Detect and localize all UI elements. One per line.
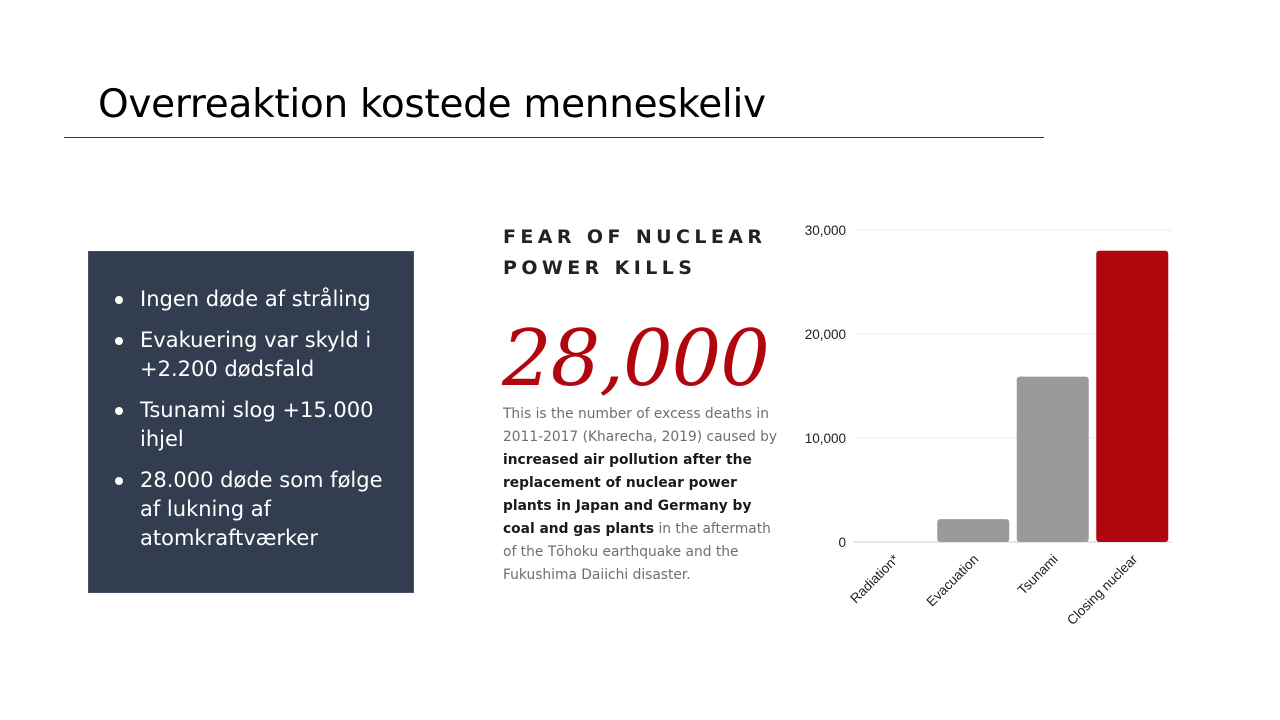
bullet-item — [115, 466, 395, 553]
bullet-text: 28.000 døde som følge af lukning af atomkraftværker — [140, 468, 383, 550]
y-tick-label: 0 — [838, 535, 846, 550]
y-tick-label: 30,000 — [804, 223, 846, 238]
bullet-text: Ingen døde af stråling — [140, 287, 371, 311]
bullet-dot — [115, 407, 123, 415]
x-tick-label: Evacuation — [923, 551, 982, 610]
x-tick-label: Closing nuclear — [1063, 551, 1141, 628]
slide-title: Overreaktion kostede menneskeliv — [98, 82, 766, 127]
y-tick-label: 20,000 — [804, 327, 846, 342]
x-tick-label: Tsunami — [1014, 551, 1061, 598]
bullet-text: Tsunami slog +15.000 ihjel — [140, 398, 374, 451]
y-tick-label: 10,000 — [804, 431, 846, 446]
bullet-text: Evakuering var skyld i +2.200 dødsfald — [140, 328, 372, 381]
bullet-dot — [115, 296, 123, 304]
bar-chart — [790, 215, 1190, 645]
bullet-dot — [115, 337, 123, 345]
bar — [937, 519, 1009, 542]
bullet-list — [115, 285, 395, 565]
description-text-end: in the aftermath of the Tōhoku earthquake and the Fukushima Daiichi disaster. — [503, 521, 771, 583]
bullet-item — [115, 326, 395, 384]
bullet-dot — [115, 477, 123, 485]
infographic-headline: FEAR OF NUCLEAR POWER KILLS — [503, 226, 767, 279]
description-text: This is the number of excess deaths in 2011-2017 (Kharecha, 2019) caused by — [503, 406, 778, 445]
x-tick-label: Radiation* — [847, 551, 902, 607]
title-divider — [64, 137, 1044, 138]
bar — [1017, 377, 1089, 542]
bullet-item — [115, 396, 395, 454]
infographic-description — [503, 403, 778, 587]
bar — [1096, 251, 1168, 542]
big-number: 28,000 — [502, 314, 769, 404]
bullet-box — [88, 251, 414, 593]
description-bold: increased air pollution after the replacement of nuclear power plants in Japan and Germany by coal and gas plants — [503, 452, 752, 537]
bullet-item — [115, 285, 395, 314]
